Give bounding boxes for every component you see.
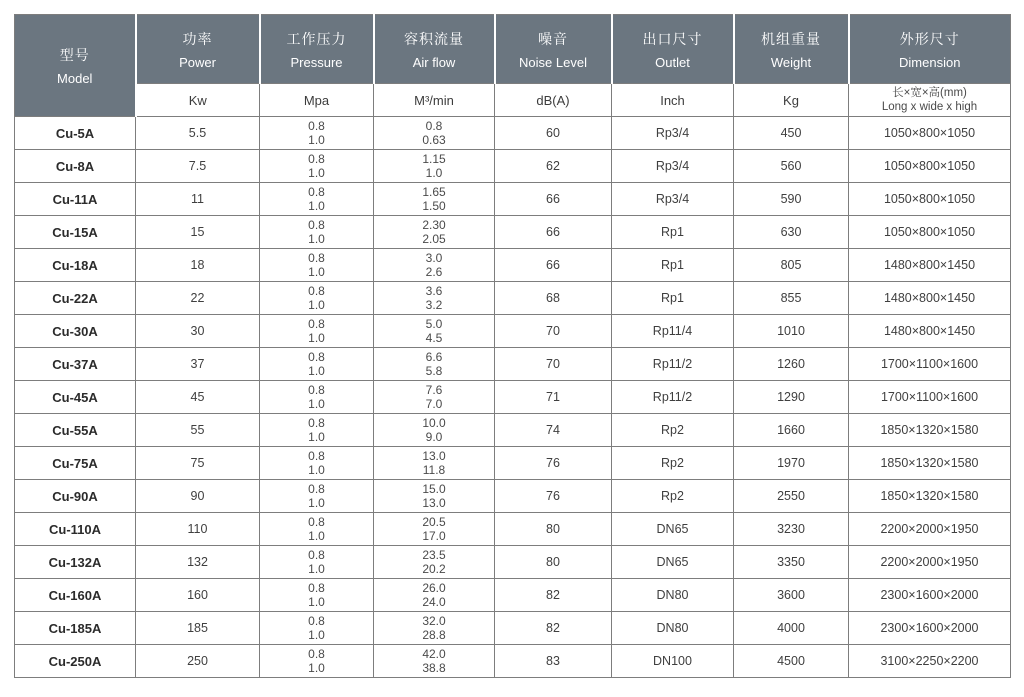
pressure-cell-line: 1.0 (308, 595, 325, 609)
weight-cell: 3350 (734, 546, 849, 579)
weight-cell: 1660 (734, 414, 849, 447)
pressure-cell-line: 1.0 (308, 298, 325, 312)
pressure-cell-line: 1.0 (308, 463, 325, 477)
weight-cell: 4500 (734, 645, 849, 678)
model-cell: Cu-160A (15, 579, 136, 612)
airflow-cell-line: 2.6 (425, 265, 443, 279)
header-row-titles (15, 15, 1011, 84)
table-row (15, 117, 1011, 150)
airflow-cell (374, 447, 495, 480)
table-row (15, 150, 1011, 183)
power-cell: 90 (136, 480, 260, 513)
pressure-cell (260, 612, 374, 645)
pressure-cell-line: 0.8 (308, 317, 325, 331)
dimension-cell: 2200×2000×1950 (849, 546, 1011, 579)
dimension-cell: 2300×1600×2000 (849, 612, 1011, 645)
pressure-cell-line: 1.0 (308, 397, 325, 411)
airflow-cell-line: 28.8 (422, 628, 446, 642)
outlet-cell: Rp2 (612, 447, 734, 480)
airflow-cell-line: 1.50 (422, 199, 446, 213)
power-header-en: Power (179, 54, 216, 70)
table-row (15, 183, 1011, 216)
pressure-cell-line: 1.0 (308, 529, 325, 543)
pressure-cell-line: 1.0 (308, 562, 325, 576)
pressure-cell (260, 414, 374, 447)
power-cell: 75 (136, 447, 260, 480)
airflow-cell (374, 645, 495, 678)
airflow-cell (374, 249, 495, 282)
model-cell: Cu-132A (15, 546, 136, 579)
airflow-cell (374, 150, 495, 183)
power-cell: 132 (136, 546, 260, 579)
noise-cell: 76 (495, 447, 612, 480)
dimension-cell: 1850×1320×1580 (849, 414, 1011, 447)
outlet-cell: Rp11/2 (612, 348, 734, 381)
table-body (15, 117, 1011, 678)
model-cell: Cu-45A (15, 381, 136, 414)
pressure-cell-line: 0.8 (308, 449, 325, 463)
model-cell: Cu-11A (15, 183, 136, 216)
pressure-cell (260, 117, 374, 150)
airflow-cell-line: 42.0 (422, 647, 446, 661)
model-cell: Cu-110A (15, 513, 136, 546)
table-row (15, 612, 1011, 645)
airflow-cell-line: 9.0 (425, 430, 443, 444)
noise-cell: 60 (495, 117, 612, 150)
table-row (15, 348, 1011, 381)
pressure-cell-line: 1.0 (308, 364, 325, 378)
dimension-cell: 1050×800×1050 (849, 117, 1011, 150)
outlet-cell: DN65 (612, 546, 734, 579)
airflow-cell (374, 612, 495, 645)
weight-cell: 450 (734, 117, 849, 150)
pressure-cell-line: 0.8 (308, 251, 325, 265)
pressure-cell-line: 1.0 (308, 232, 325, 246)
outlet-cell: Rp1 (612, 216, 734, 249)
pressure-cell (260, 282, 374, 315)
airflow-cell-line: 3.2 (425, 298, 443, 312)
weight-cell: 630 (734, 216, 849, 249)
pressure-cell (260, 150, 374, 183)
model-cell: Cu-15A (15, 216, 136, 249)
power-cell: 7.5 (136, 150, 260, 183)
airflow-cell (374, 414, 495, 447)
noise-cell: 70 (495, 315, 612, 348)
dimension-cell: 2200×2000×1950 (849, 513, 1011, 546)
dimension-cell: 1700×1100×1600 (849, 348, 1011, 381)
noise-header-en: Noise Level (519, 54, 587, 70)
model-header-cn: 型号 (59, 47, 90, 63)
airflow-cell-line: 2.30 (422, 218, 446, 232)
outlet-header-cn: 出口尺寸 (642, 30, 703, 47)
dimension-cell: 1050×800×1050 (849, 150, 1011, 183)
pressure-cell (260, 480, 374, 513)
pressure-cell-line: 0.8 (308, 515, 325, 529)
noise-cell: 80 (495, 513, 612, 546)
weight-header-en: Weight (770, 54, 812, 70)
table-row (15, 381, 1011, 414)
airflow-cell (374, 513, 495, 546)
airflow-cell-line: 3.6 (425, 284, 443, 298)
dimension-cell: 2300×1600×2000 (849, 579, 1011, 612)
pressure-cell (260, 513, 374, 546)
pressure-cell (260, 216, 374, 249)
model-cell: Cu-30A (15, 315, 136, 348)
column-header-model (15, 15, 136, 117)
weight-header-cn: 机组重量 (761, 30, 821, 47)
weight-cell: 1970 (734, 447, 849, 480)
outlet-cell: DN65 (612, 513, 734, 546)
power-cell: 18 (136, 249, 260, 282)
pressure-cell-line: 0.8 (308, 119, 325, 133)
column-header-power (136, 15, 260, 84)
airflow-cell-line: 20.5 (422, 515, 446, 529)
table-row (15, 315, 1011, 348)
pressure-cell-line: 0.8 (308, 647, 325, 661)
power-cell: 5.5 (136, 117, 260, 150)
weight-cell: 4000 (734, 612, 849, 645)
airflow-cell (374, 348, 495, 381)
airflow-cell-line: 38.8 (422, 661, 446, 675)
pressure-cell (260, 447, 374, 480)
outlet-cell: Rp1 (612, 249, 734, 282)
dimension-cell: 3100×2250×2200 (849, 645, 1011, 678)
dimension-header-en: Dimension (899, 54, 961, 70)
table-row (15, 546, 1011, 579)
airflow-cell-line: 5.0 (425, 317, 443, 331)
dimension-cell: 1480×800×1450 (849, 282, 1011, 315)
weight-cell: 560 (734, 150, 849, 183)
airflow-cell (374, 183, 495, 216)
weight-cell: 3230 (734, 513, 849, 546)
model-header-en: Model (57, 71, 93, 86)
airflow-cell-line: 0.63 (422, 133, 446, 147)
dimension-cell: 1050×800×1050 (849, 216, 1011, 249)
power-cell: 30 (136, 315, 260, 348)
pressure-cell (260, 579, 374, 612)
power-cell: 160 (136, 579, 260, 612)
outlet-cell: DN80 (612, 612, 734, 645)
noise-cell: 66 (495, 249, 612, 282)
table-row (15, 480, 1011, 513)
outlet-cell: Rp3/4 (612, 183, 734, 216)
table-row (15, 414, 1011, 447)
pressure-cell-line: 1.0 (308, 199, 325, 213)
noise-cell: 82 (495, 612, 612, 645)
pressure-cell-line: 0.8 (308, 581, 325, 595)
pressure-cell-line: 1.0 (308, 265, 325, 279)
model-cell: Cu-185A (15, 612, 136, 645)
weight-cell: 1290 (734, 381, 849, 414)
column-header-airflow (374, 15, 495, 84)
noise-cell: 66 (495, 216, 612, 249)
outlet-cell: Rp1 (612, 282, 734, 315)
pressure-cell-line: 0.8 (308, 482, 325, 496)
noise-header-cn: 噪音 (538, 30, 568, 47)
airflow-cell-line: 7.6 (425, 383, 443, 397)
model-cell: Cu-22A (15, 282, 136, 315)
airflow-cell-line: 10.0 (422, 416, 446, 430)
airflow-cell (374, 117, 495, 150)
pressure-cell-line: 1.0 (308, 661, 325, 675)
unit-dimension (849, 84, 1011, 117)
airflow-cell (374, 282, 495, 315)
column-header-noise (495, 15, 612, 84)
airflow-header-cn: 容积流量 (404, 30, 464, 47)
pressure-cell-line: 1.0 (308, 496, 325, 510)
power-cell: 55 (136, 414, 260, 447)
airflow-cell (374, 480, 495, 513)
noise-cell: 71 (495, 381, 612, 414)
airflow-cell-line: 4.5 (425, 331, 443, 345)
outlet-cell: Rp3/4 (612, 150, 734, 183)
airflow-cell-line: 1.65 (422, 185, 446, 199)
table-row (15, 249, 1011, 282)
weight-cell: 2550 (734, 480, 849, 513)
outlet-cell: DN100 (612, 645, 734, 678)
power-cell: 45 (136, 381, 260, 414)
outlet-cell: Rp2 (612, 414, 734, 447)
power-cell: 15 (136, 216, 260, 249)
pressure-header-cn: 工作压力 (286, 30, 347, 47)
outlet-cell: Rp11/2 (612, 381, 734, 414)
table-row (15, 579, 1011, 612)
power-cell: 110 (136, 513, 260, 546)
unit-outlet: Inch (612, 84, 734, 117)
outlet-cell: Rp3/4 (612, 117, 734, 150)
column-header-outlet (612, 15, 734, 84)
noise-cell: 74 (495, 414, 612, 447)
weight-cell: 590 (734, 183, 849, 216)
unit-dimension-en: Long x wide x high (881, 101, 978, 113)
pressure-cell-line: 0.8 (308, 383, 325, 397)
column-header-dimension (849, 15, 1011, 84)
airflow-cell-line: 11.8 (422, 463, 446, 477)
airflow-cell-line: 3.0 (425, 251, 443, 265)
noise-cell: 82 (495, 579, 612, 612)
pressure-cell-line: 1.0 (308, 628, 325, 642)
power-cell: 11 (136, 183, 260, 216)
airflow-cell-line: 26.0 (422, 581, 446, 595)
noise-cell: 66 (495, 183, 612, 216)
airflow-cell (374, 579, 495, 612)
noise-cell: 62 (495, 150, 612, 183)
pressure-cell-line: 1.0 (308, 430, 325, 444)
airflow-cell-line: 6.6 (425, 350, 443, 364)
airflow-cell-line: 5.8 (425, 364, 443, 378)
airflow-header-en: Air flow (412, 54, 456, 70)
weight-cell: 1260 (734, 348, 849, 381)
weight-cell: 3600 (734, 579, 849, 612)
pressure-cell-line: 0.8 (308, 350, 325, 364)
power-cell: 22 (136, 282, 260, 315)
pressure-cell (260, 645, 374, 678)
model-cell: Cu-37A (15, 348, 136, 381)
airflow-cell-line: 32.0 (422, 614, 446, 628)
pressure-cell-line: 0.8 (308, 218, 325, 232)
model-cell: Cu-5A (15, 117, 136, 150)
pressure-cell (260, 348, 374, 381)
airflow-cell-line: 17.0 (422, 529, 446, 543)
airflow-cell-line: 1.0 (425, 166, 443, 180)
table-row (15, 216, 1011, 249)
pressure-cell-line: 0.8 (308, 185, 325, 199)
power-cell: 37 (136, 348, 260, 381)
airflow-cell (374, 315, 495, 348)
pressure-cell-line: 1.0 (308, 166, 325, 180)
pressure-cell-line: 0.8 (308, 614, 325, 628)
power-cell: 185 (136, 612, 260, 645)
unit-pressure: Mpa (260, 84, 374, 117)
dimension-cell: 1480×800×1450 (849, 315, 1011, 348)
model-cell: Cu-8A (15, 150, 136, 183)
unit-airflow: M³/min (374, 84, 495, 117)
weight-cell: 805 (734, 249, 849, 282)
weight-cell: 855 (734, 282, 849, 315)
weight-cell: 1010 (734, 315, 849, 348)
header-row-units (15, 84, 1011, 117)
pressure-cell (260, 249, 374, 282)
unit-dimension-cn: 长×宽×高(mm) (892, 87, 967, 99)
airflow-cell-line: 2.05 (422, 232, 446, 246)
power-header-cn: 功率 (182, 30, 213, 47)
airflow-cell (374, 216, 495, 249)
noise-cell: 80 (495, 546, 612, 579)
outlet-header-en: Outlet (655, 54, 690, 70)
power-cell: 250 (136, 645, 260, 678)
unit-power: Kw (136, 84, 260, 117)
model-cell: Cu-90A (15, 480, 136, 513)
column-header-pressure (260, 15, 374, 84)
compressor-spec-table (14, 14, 1011, 678)
airflow-cell-line: 15.0 (422, 482, 446, 496)
dimension-cell: 1700×1100×1600 (849, 381, 1011, 414)
airflow-cell (374, 381, 495, 414)
unit-noise: dB(A) (495, 84, 612, 117)
pressure-cell-line: 1.0 (308, 331, 325, 345)
airflow-cell-line: 13.0 (422, 496, 446, 510)
pressure-cell (260, 315, 374, 348)
pressure-cell-line: 0.8 (308, 548, 325, 562)
pressure-cell (260, 546, 374, 579)
noise-cell: 76 (495, 480, 612, 513)
dimension-cell: 1850×1320×1580 (849, 447, 1011, 480)
airflow-cell-line: 1.15 (422, 152, 446, 166)
model-cell: Cu-18A (15, 249, 136, 282)
noise-cell: 68 (495, 282, 612, 315)
outlet-cell: DN80 (612, 579, 734, 612)
table-row (15, 447, 1011, 480)
noise-cell: 70 (495, 348, 612, 381)
airflow-cell-line: 24.0 (422, 595, 446, 609)
model-cell: Cu-55A (15, 414, 136, 447)
dimension-cell: 1480×800×1450 (849, 249, 1011, 282)
dimension-cell: 1050×800×1050 (849, 183, 1011, 216)
airflow-cell-line: 0.8 (425, 119, 443, 133)
airflow-cell-line: 23.5 (422, 548, 446, 562)
pressure-header-en: Pressure (290, 54, 343, 70)
pressure-cell (260, 183, 374, 216)
airflow-cell-line: 20.2 (422, 562, 446, 576)
airflow-cell-line: 7.0 (425, 397, 443, 411)
outlet-cell: Rp2 (612, 480, 734, 513)
dimension-cell: 1850×1320×1580 (849, 480, 1011, 513)
table-row (15, 282, 1011, 315)
dimension-header-cn: 外形尺寸 (899, 30, 960, 47)
outlet-cell: Rp11/4 (612, 315, 734, 348)
model-cell: Cu-250A (15, 645, 136, 678)
airflow-cell-line: 13.0 (422, 449, 446, 463)
table-row (15, 513, 1011, 546)
pressure-cell-line: 0.8 (308, 152, 325, 166)
pressure-cell (260, 381, 374, 414)
model-cell: Cu-75A (15, 447, 136, 480)
column-header-weight (734, 15, 849, 84)
noise-cell: 83 (495, 645, 612, 678)
pressure-cell-line: 0.8 (308, 416, 325, 430)
unit-weight: Kg (734, 84, 849, 117)
airflow-cell (374, 546, 495, 579)
pressure-cell-line: 1.0 (308, 133, 325, 147)
table-row (15, 645, 1011, 678)
pressure-cell-line: 0.8 (308, 284, 325, 298)
